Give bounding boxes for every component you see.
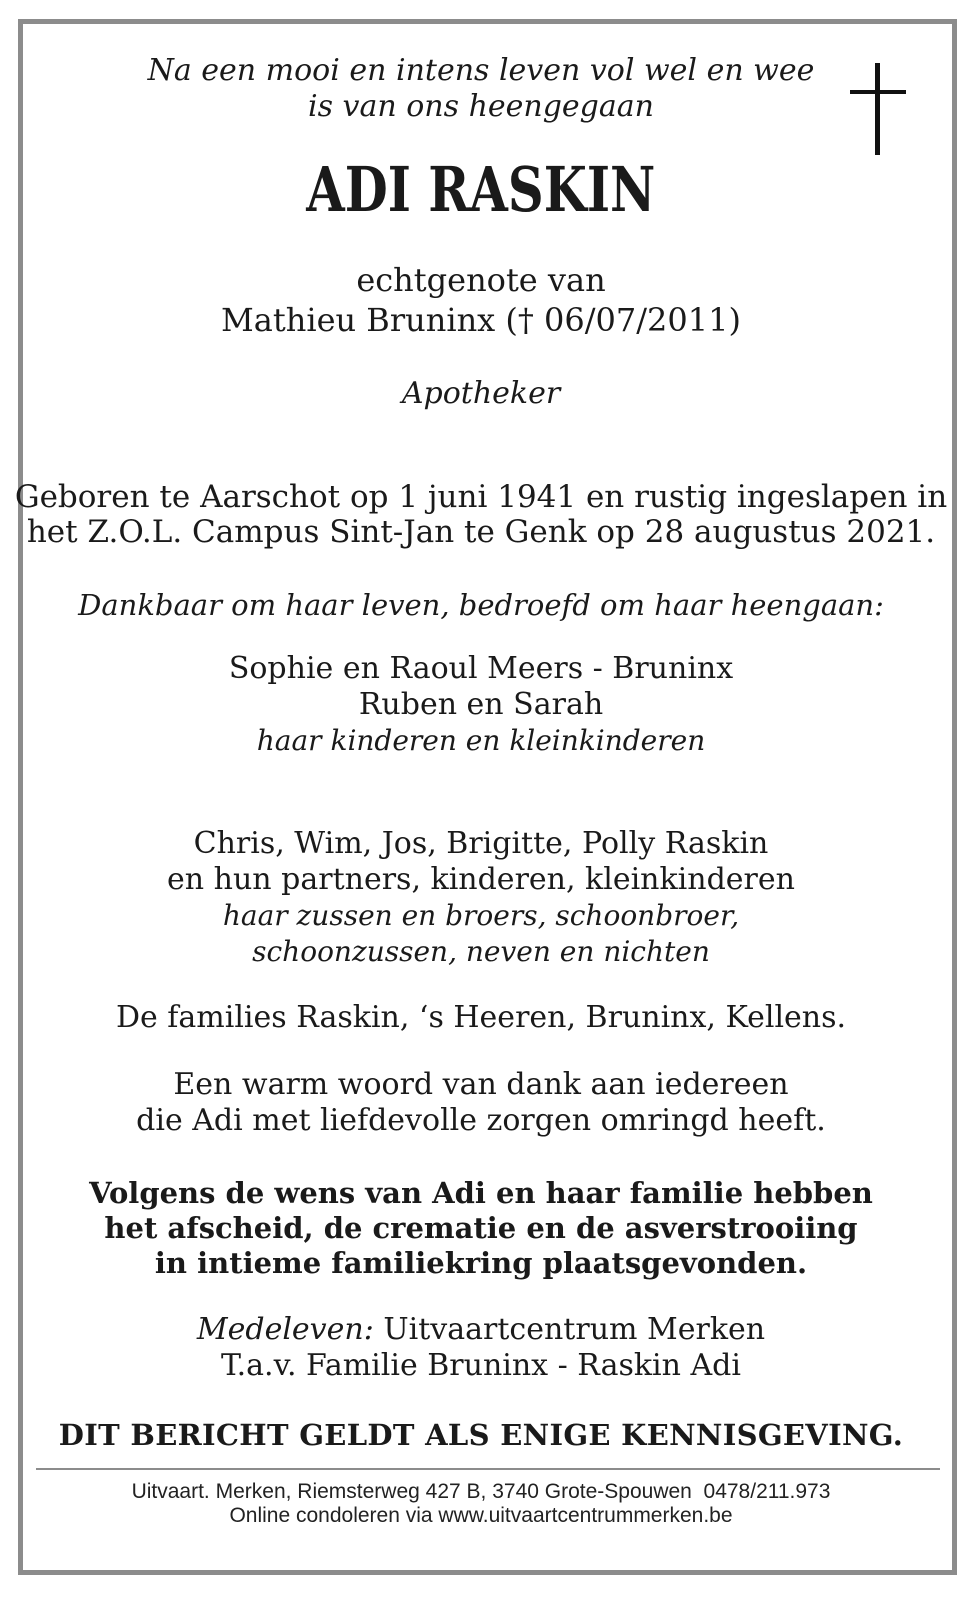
children-role: haar kinderen en kleinkinderen <box>256 724 706 757</box>
footer-phone: 0478/211.973 <box>703 1480 831 1503</box>
grandchildren-names: Ruben en Sarah <box>358 687 604 722</box>
footer <box>0 1480 962 1528</box>
children-block <box>0 651 962 759</box>
condolences-label: Medeleven: <box>196 1312 374 1347</box>
thanks-line: Een warm woord van dank aan iedereen <box>173 1067 789 1102</box>
spouse-name: Mathieu Bruninx († 06/07/2011) <box>221 301 741 339</box>
siblings-role: schoonzussen, neven en nichten <box>252 935 710 968</box>
deceased-name: ADI RASKIN <box>306 153 656 226</box>
condolences-recipient: Uitvaartcentrum Merken <box>383 1312 766 1347</box>
children-names: Sophie en Raoul Meers - Bruninx <box>228 651 734 686</box>
birth-line: Geboren te Aarschot op 1 juni 1941 en rustig ingeslapen in <box>14 479 948 515</box>
intro-line: is van ons heengegaan <box>308 89 654 124</box>
condolences-address <box>0 1312 962 1348</box>
siblings-role: haar zussen en broers, schoonbroer, <box>222 899 740 932</box>
siblings-partners: en hun partners, kinderen, kleinkinderen <box>167 862 795 897</box>
footer-divider <box>36 1468 940 1470</box>
intro-line: Na een mooi en intens leven vol wel en wee <box>147 53 815 88</box>
profession: Apotheker <box>401 376 561 411</box>
siblings-block <box>0 826 962 970</box>
birth-line: het Z.O.L. Campus Sint-Jan te Genk op 28 augustus 2021. <box>26 514 936 550</box>
wish-line: in intieme familiekring plaatsgevonden. <box>154 1246 808 1280</box>
wish-block <box>0 1176 962 1281</box>
intro-text <box>0 53 962 125</box>
spouse-info <box>0 260 962 340</box>
grateful-line: Dankbaar om haar leven, bedroefd om haar heengaan: <box>78 588 884 622</box>
condolences-attention: T.a.v. Familie Bruninx - Raskin Adi <box>221 1348 741 1383</box>
spouse-label: echtgenote van <box>356 261 606 299</box>
condolences-block <box>0 1312 962 1384</box>
families-line: De families Raskin, ‘s Heeren, Bruninx, Kellens. <box>115 1000 847 1035</box>
wish-line: Volgens de wens van Adi en haar familie hebben <box>89 1176 873 1210</box>
siblings-names: Chris, Wim, Jos, Brigitte, Polly Raskin <box>193 826 769 861</box>
footer-address-line <box>0 1480 962 1504</box>
birth-death-info <box>0 480 962 550</box>
thanks-block <box>0 1067 962 1139</box>
official-notice: DIT BERICHT GELDT ALS ENIGE KENNISGEVING. <box>58 1418 904 1452</box>
wish-line: het afscheid, de crematie en de asverstrooiing <box>104 1211 858 1245</box>
thanks-line: die Adi met liefdevolle zorgen omringd heeft. <box>136 1103 826 1138</box>
footer-address: Uitvaart. Merken, Riemsterweg 427 B, 3740 Grote-Spouwen <box>131 1480 692 1503</box>
footer-online: Online condoleren via www.uitvaartcentrummerken.be <box>229 1504 733 1527</box>
